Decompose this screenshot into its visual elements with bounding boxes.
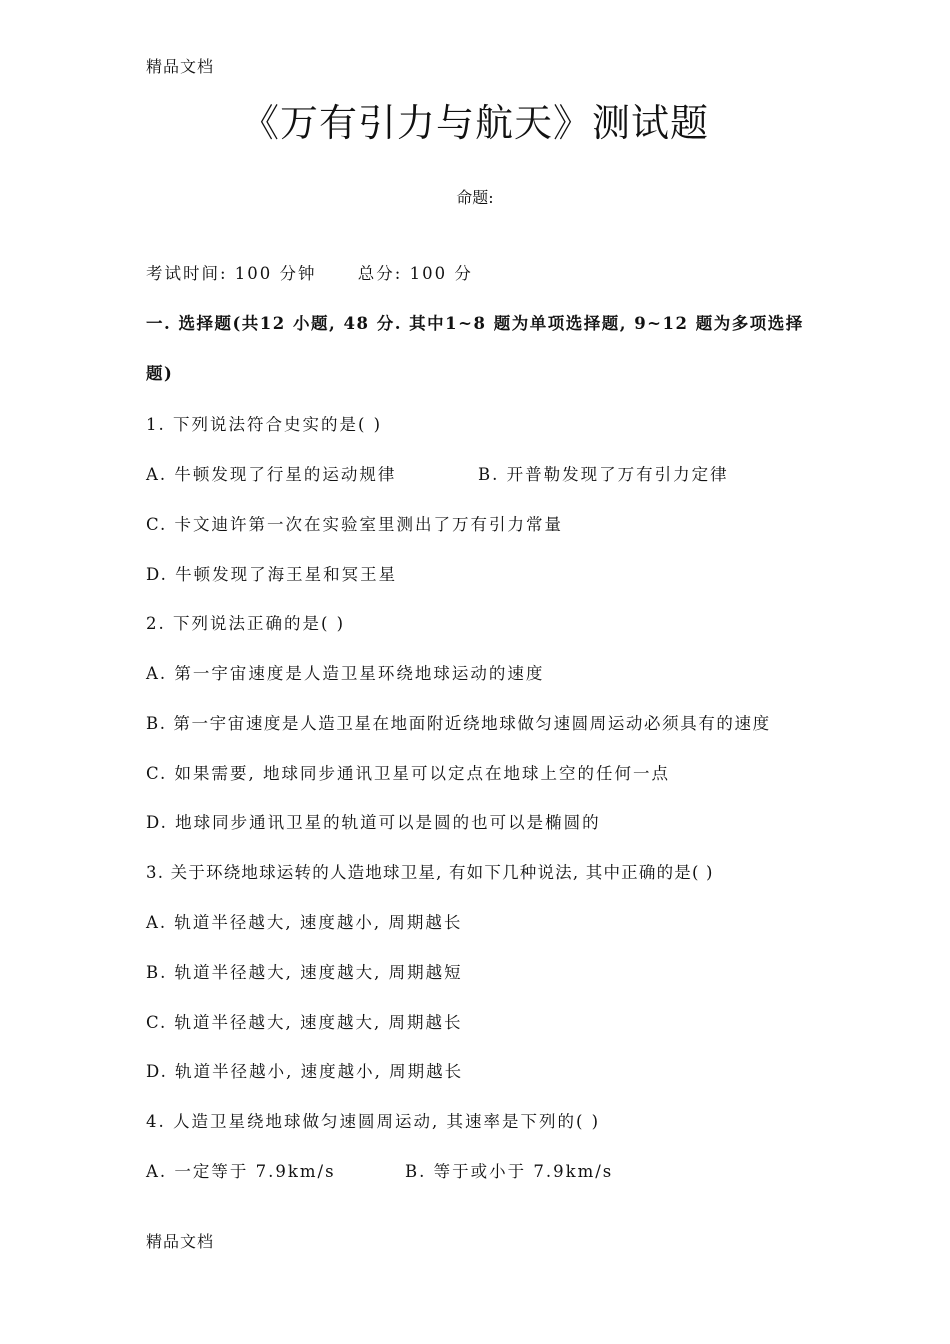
page-footer: 精品文档: [146, 1232, 215, 1251]
question-3-stem: 3. 关于环绕地球运转的人造地球卫星, 有如下几种说法, 其中正确的是( ): [146, 863, 714, 882]
exam-time: 考试时间: 100 分钟: [146, 264, 317, 283]
question-2-option-b: B. 第一宇宙速度是人造卫星在地面附近绕地球做匀速圆周运动必须具有的速度: [146, 714, 771, 733]
question-3-option-c: C. 轨道半径越大, 速度越大, 周期越长: [146, 1013, 463, 1032]
question-3-option-d: D. 轨道半径越小, 速度越小, 周期越长: [146, 1062, 464, 1081]
section-heading-cont: 题): [146, 364, 174, 383]
question-2-option-c: C. 如果需要, 地球同步通讯卫星可以定点在地球上空的任何一点: [146, 764, 671, 783]
author-line: 命题:: [456, 188, 494, 207]
question-3-option-b: B. 轨道半径越大, 速度越大, 周期越短: [146, 963, 463, 982]
question-3-option-a: A. 轨道半径越大, 速度越小, 周期越长: [146, 913, 463, 932]
question-2-stem: 2. 下列说法正确的是( ): [146, 614, 346, 633]
question-1-option-d: D. 牛顿发现了海王星和冥王星: [146, 565, 398, 584]
page-header: 精品文档: [146, 57, 215, 76]
question-1-option-c: C. 卡文迪许第一次在实验室里测出了万有引力常量: [146, 515, 564, 534]
question-1-stem: 1. 下列说法符合史实的是( ): [146, 415, 383, 434]
section-heading: 一. 选择题(共12 小题, 48 分. 其中1~8 题为单项选择题, 9~12 题为多项选择: [146, 314, 804, 333]
question-4-stem: 4. 人造卫星绕地球做匀速圆周运动, 其速率是下列的( ): [146, 1112, 601, 1131]
exam-total: 总分: 100 分: [357, 264, 473, 283]
question-4-option-a: A. 一定等于 7.9km/s: [146, 1162, 336, 1181]
question-2-option-a: A. 第一宇宙速度是人造卫星环绕地球运动的速度: [146, 664, 545, 683]
question-1-option-a: A. 牛顿发现了行星的运动规律: [146, 465, 397, 484]
exam-info: [146, 260, 473, 284]
question-2-option-d: D. 地球同步通讯卫星的轨道可以是圆的也可以是椭圆的: [146, 813, 601, 832]
question-4-option-b: B. 等于或小于 7.9km/s: [405, 1162, 614, 1181]
question-1-option-b: B. 开普勒发现了万有引力定律: [478, 465, 729, 484]
document-title: 《万有引力与航天》测试题: [240, 101, 709, 145]
